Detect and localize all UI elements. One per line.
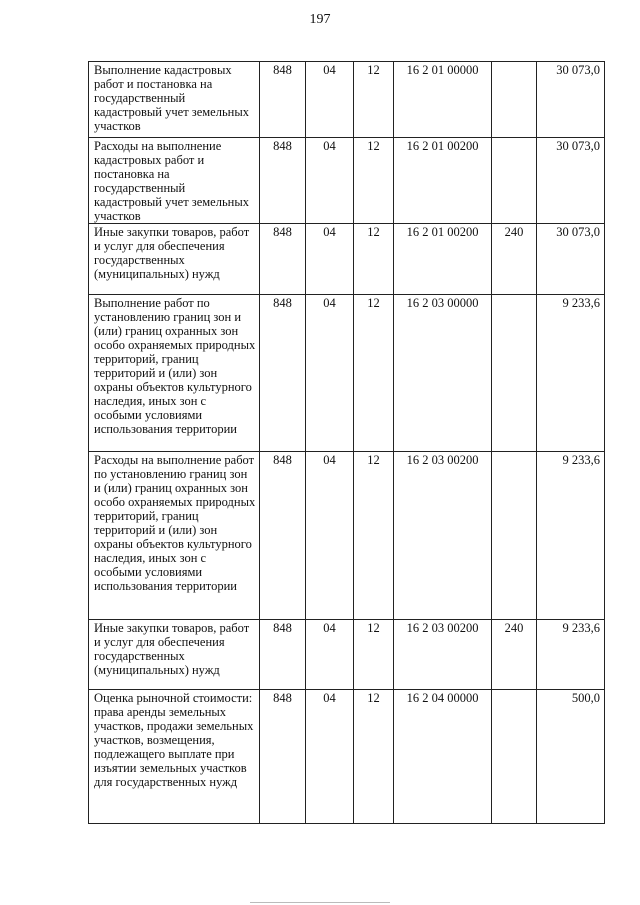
amount: 9 233,6 xyxy=(537,452,605,620)
section-code: 04 xyxy=(306,62,354,138)
target-article-code: 16 2 01 00200 xyxy=(394,224,492,295)
ministry-code: 848 xyxy=(260,138,306,224)
expense-type-code: 240 xyxy=(492,224,537,295)
expense-type-code: 240 xyxy=(492,620,537,690)
section-code: 04 xyxy=(306,138,354,224)
target-article-code: 16 2 01 00200 xyxy=(394,138,492,224)
table-row xyxy=(89,62,605,138)
expense-type-code xyxy=(492,138,537,224)
ministry-code: 848 xyxy=(260,295,306,452)
row-name: Оценка рыночной стоимости: права аренды земельных участков, продажи земельных участков, возмещения, подлежащего выплате при изъятии земельных участков для государственных нужд xyxy=(89,690,260,824)
target-article-code: 16 2 01 00000 xyxy=(394,62,492,138)
target-article-code: 16 2 04 00000 xyxy=(394,690,492,824)
row-name: Выполнение работ по установлению границ зон и (или) границ охранных зон особо охраняемых природных территорий, границ территорий и (или) зон охраны объектов культурного наследия, иных зон с особыми условиями использования территории xyxy=(89,295,260,452)
expense-type-code xyxy=(492,452,537,620)
subsection-code: 12 xyxy=(354,224,394,295)
expense-type-code xyxy=(492,295,537,452)
page-number: 197 xyxy=(309,12,331,27)
section-code: 04 xyxy=(306,620,354,690)
subsection-code: 12 xyxy=(354,295,394,452)
row-name: Расходы на выполнение работ по установлению границ зон и (или) границ охранных зон особо охраняемых природных территорий, границ территорий и (или) зон охраны объектов культурного наследия, иных зон с особыми условиями использования территории xyxy=(89,452,260,620)
row-name: Иные закупки товаров, работ и услуг для обеспечения государственных (муниципальных) нужд xyxy=(89,620,260,690)
amount: 500,0 xyxy=(537,690,605,824)
row-name: Расходы на выполнение кадастровых работ и постановка на государственный кадастровый учет земельных участков xyxy=(89,138,260,224)
amount: 9 233,6 xyxy=(537,295,605,452)
table-row xyxy=(89,452,605,620)
ministry-code: 848 xyxy=(260,224,306,295)
ministry-code: 848 xyxy=(260,452,306,620)
ministry-code: 848 xyxy=(260,62,306,138)
section-code: 04 xyxy=(306,452,354,620)
amount: 30 073,0 xyxy=(537,62,605,138)
table-row xyxy=(89,690,605,824)
expense-type-code xyxy=(492,62,537,138)
amount: 9 233,6 xyxy=(537,620,605,690)
amount: 30 073,0 xyxy=(537,224,605,295)
subsection-code: 12 xyxy=(354,452,394,620)
budget-table xyxy=(88,61,605,824)
table-row xyxy=(89,138,605,224)
row-name: Иные закупки товаров, работ и услуг для обеспечения государственных (муниципальных) нужд xyxy=(89,224,260,295)
subsection-code: 12 xyxy=(354,690,394,824)
subsection-code: 12 xyxy=(354,62,394,138)
target-article-code: 16 2 03 00200 xyxy=(394,452,492,620)
subsection-code: 12 xyxy=(354,138,394,224)
section-code: 04 xyxy=(306,690,354,824)
table-row xyxy=(89,224,605,295)
subsection-code: 12 xyxy=(354,620,394,690)
target-article-code: 16 2 03 00000 xyxy=(394,295,492,452)
scan-edge-mark xyxy=(250,902,390,903)
target-article-code: 16 2 03 00200 xyxy=(394,620,492,690)
row-name: Выполнение кадастровых работ и постановка на государственный кадастровый учет земельных участков xyxy=(89,62,260,138)
section-code: 04 xyxy=(306,295,354,452)
ministry-code: 848 xyxy=(260,690,306,824)
ministry-code: 848 xyxy=(260,620,306,690)
section-code: 04 xyxy=(306,224,354,295)
table-row xyxy=(89,295,605,452)
amount: 30 073,0 xyxy=(537,138,605,224)
expense-type-code xyxy=(492,690,537,824)
table-row xyxy=(89,620,605,690)
